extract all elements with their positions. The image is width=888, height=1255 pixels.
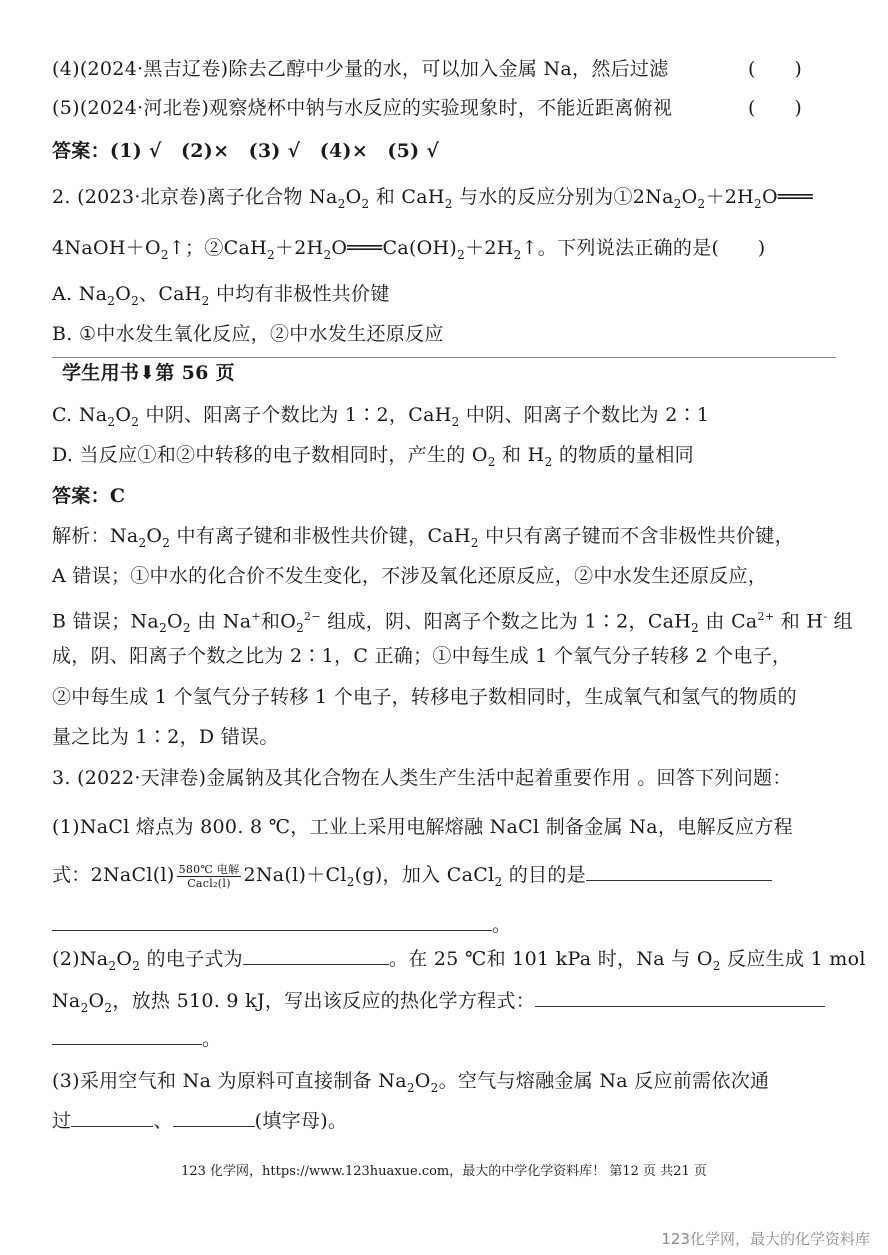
question-3-part-3: (3)采用空气和 Na 为原料可直接制备 $Na_2O_2$。空气与熔融金属 Na 反应前需依次通	[52, 1070, 770, 1095]
page-reference: 学生用书⬇第 56 页	[62, 362, 235, 384]
analysis-line-2: A 错误；①中水的化合价不发生变化，不涉及氧化还原反应，②中水发生还原反应，	[52, 565, 768, 587]
analysis-line-4: 成，阴、阳离子个数之比为 2∶1，C 正确；①中每生成 1 个氧气分子转移 2 个电子，	[52, 645, 792, 667]
blank-thermo-equation-cont[interactable]	[52, 1026, 202, 1045]
blank-pass-1[interactable]	[71, 1108, 153, 1127]
question-4: (4)(2024·黑吉辽卷)除去乙醇中少量的水，可以加入金属 Na，然后过滤 ( )	[52, 55, 669, 83]
question-2-line-2: $4NaOH+O_2↑$；$②CaH_2+2H_2O═══Ca(OH)_2+2H_2↑$。下列说法正确的是( )	[52, 237, 766, 262]
option-c: C. $Na_2O_2$ 中阴、阳离子个数比为 1∶2，CaH$_2$ 中阴、阳离子个数比为 2∶1	[52, 404, 710, 429]
blank-electron-formula[interactable]	[243, 946, 389, 965]
question-3-part-2-line-3: 。	[52, 1025, 221, 1053]
question-3-part-1: (1)NaCl 熔点为 800. 8 ℃，工业上采用电解熔融 NaCl 制备金属 Na，电解反应方程	[52, 816, 793, 838]
option-a: A. $Na_2O_2$、CaH$_2$ 中均有非极性共价键	[52, 283, 390, 308]
blank-purpose[interactable]	[586, 862, 772, 881]
question-2-line-1: 2. (2023·北京卷)离子化合物 $Na_2O_2$ 和 CaH$_2$ 与水的反应分别为$①2Na_2O_2+2H_2O═══$	[52, 186, 814, 211]
option-d: D. 当反应①和②中转移的电子数相同时，产生的 $O_2$ 和 $H_2$ 的物质的量相同	[52, 444, 694, 469]
page-footer: 123 化学网，https://www.123huaxue.com，最大的中学化学资料库！ 第12 页 共21 页	[181, 1164, 707, 1179]
analysis-line-5: ②中每生成 1 个氢气分子转移 1 个电子，转移电子数相同时，生成氧气和氢气的物质的	[52, 686, 797, 708]
site-watermark: 123化学网，最大的化学资料库	[661, 1230, 870, 1248]
blank-purpose-cont[interactable]	[52, 912, 492, 931]
answer-paren-5: ( )	[748, 97, 803, 119]
electrolysis-condition: $\frac{\text{580℃ 电解}}{\text{Cacl₂(l)}}$	[178, 862, 240, 890]
blank-pass-2[interactable]	[173, 1108, 255, 1127]
blank-thermo-equation[interactable]	[535, 988, 825, 1007]
question-3-title: 3. (2022·天津卷)金属钠及其化合物在人类生产生活中起着重要作用 。回答下列问题：	[52, 767, 792, 789]
question-3-part-2: $(2)Na_2O_2$ 的电子式为 。在 25 ℃和 101 kPa 时，Na 与 $O_2$ 反应生成 1 mol	[52, 948, 866, 973]
question-3-equation-line: 式：2NaCl(l) $\frac{\text{580℃ 电解}}{\text{Cacl₂(l)}}$ $2Na(l)+Cl_2(g)$，加入 CaCl$_2$ 的目的是	[52, 861, 772, 896]
section-divider	[52, 357, 836, 358]
analysis-line-3: B 错误；$Na_2O_2$ 由 Na+和$O_2^{2-}$ 组成，阴、阳离子个数之比为 1∶2，CaH$_2$ 由 $Ca^{2+}$ 和 H- 组	[52, 610, 853, 636]
question-3-part-2-line-2: $Na_2O_2$，放热 510. 9 kJ，写出该反应的热化学方程式：	[52, 987, 825, 1022]
analysis-line-1: 解析：$Na_2O_2$ 中有离子键和非极性共价键，CaH$_2$ 中只有离子键而不含非极性共价键，	[52, 525, 794, 550]
question-5: (5)(2024·河北卷)观察烧杯中钠与水反应的实验现象时，不能近距离俯视 ( )	[52, 94, 672, 122]
answer-line-2: 答案：C	[52, 485, 126, 507]
option-b: B. ①中水发生氧化反应，②中水发生还原反应	[52, 323, 444, 345]
answer-paren-4: ( )	[748, 58, 803, 80]
analysis-line-6: 量之比为 1∶2，D 错误。	[52, 726, 279, 748]
answer-line-1: 答案：(1) √ (2)× (3) √ (4)× (5) √	[52, 140, 440, 162]
question-3-part-3-line-2: 过 、 (填字母)。	[52, 1110, 348, 1132]
question-3-blank-continuation: 。	[52, 911, 511, 939]
